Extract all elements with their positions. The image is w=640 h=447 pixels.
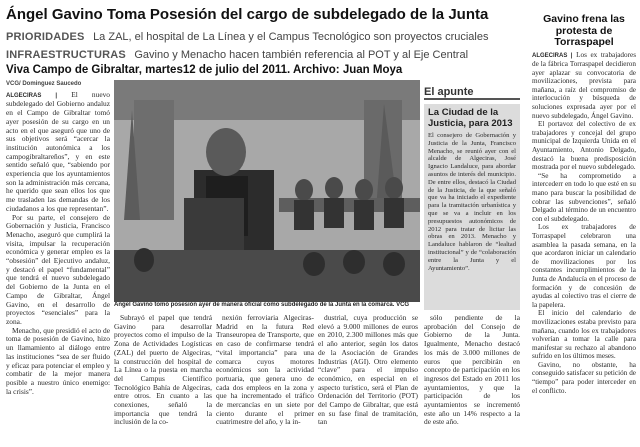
apunte-box [424,104,520,310]
article-column-2 [114,314,212,444]
kicker-text: La ZAL, el hospital de La Línea y el Campus Tecnológico son proyectos cruciales [93,31,489,43]
article-paragraph: Los ex trabajadores de Torraspapel celebraron una asamblea la pasada semana, en la que acordaron iniciar un calendario de movilizaciones por los constantes incumplimientos de la Junta de Andalucía en el proceso de formación y de concesión de ayudas al colectivo tras el cierre de la papelera. [532,223,636,309]
article-paragraph: Gavino, no obstante, ha conseguido satisfacer su petición de “tiempo” para poder interceder en el conflicto. [532,360,636,395]
podium-scene-image [114,80,420,302]
kicker-prioridades [6,28,516,44]
article-column-5 [424,314,520,444]
kicker-text: Gavino y Menacho hacen también referencia al POT y al Eje Central [134,49,469,61]
article-paragraph: El nuevo subdelegado del Gobierno andaluz en el Campo de Gibraltar tomó ayer posesión de su cargo en un acto en el que aseguró que uno de sus objetivos será “acercar la institución autonómica a los campogibraltareños”, y en este sentido señaló que, “sabiendo por experiencia que los ayuntamientos son la administración más cercana, he querido que sean ellos los que me trasladen las demandas de los ciudadanos a los que representan”. [6,89,110,213]
kicker-label: INFRAESTRUCTURAS [6,49,126,61]
article-column-1 [6,80,110,442]
article-paragraph: “Se ha comprometido a intercederr en todo lo que esté en su mano para buscar la posibilidad de cobrar las subvenciones”, señaló Delgado al término de un encuentro con el subdelegado. [532,171,636,223]
apunte-body: El consejero de Gobernación y Justicia de la Junta, Francisco Menacho, se reunió ayer con el alcalde de Algeciras, José Ignacio Landaluce, para abordar asuntos de interés del municipio. De entre ellos, destacó la Ciudad de la Justicia, de la que señaló que va ha iniciado el expediente para la tramitación urbanística y que se va a incluir en los presupuestos autonómicos de 2012 para tratar de licitar las obras en 2013. Menacho y Landaluce hablaron de “lealtad institucional” y de “colaboración entre la Junta y el Ayuntamiento”. [428,132,516,272]
article-column-3 [216,314,314,444]
sidebar-title: Gavino frena las protesta de Torraspapel [543,13,625,48]
byline: VCG/ Dominguez Saucedo [6,81,82,87]
article-photo [114,80,420,302]
article-paragraph: El inicio del calendario de movilizaciones estaba previsto para mañana, cuando los ex trabajadores volverían a tomar la calle para manifestar su rechazo al abandono sufrido en los últimos meses. [532,309,636,361]
apunte-section-label: El apunte [424,86,520,100]
apunte-title: La Ciudad de la Justicia, para 2013 [428,107,513,129]
article-paragraph: sólo pendiente de la aprobación del Consejo de Gobierno de la Junta. Igualmente, Menacho destacó los más de 3.000 millones de euros que percibirán en concepto de participación en los ingresos del Estado en 2011 los ayuntamientos, y que la participación de los ayuntamientos se incrementó este año un 14% respecto a la de este año. [424,314,520,427]
article-paragraph: El portavoz del colectivo de ex trabajadores y concejal del grupo municipal de Izquierda Unida en el Ayuntamiento, Antonio Delgado, destacó la buena predisposición mostrada por el nuevo subdelegado. [532,120,636,172]
sidebar-body [532,51,636,396]
article-paragraph: Por su parte, el consejero de Gobernación y Justicia, Francisco Menacho, aseguró que cumplirá la visita, impulsar la recuperación económica y generar empleo es la “obsesión” del Ejecutivo andaluz, y destacó el papel “fundamental” que tendrá el nuevo subdelegado del Gobierno de la Junta en el Campo de Gibraltar, Ángel Gavino, en el desarrollo de proyectos “esenciales” para la zona. [6,212,110,326]
article-column-4 [318,314,418,444]
headline: Ángel Gavino Toma Posesión del cargo de subdelegado de la Junta [6,6,489,23]
sidebar-article [526,0,640,447]
source-caption: Viva Campo de Gibraltar, martes12 de julio del 2011. Archivo: Juan Moya [6,64,403,76]
kicker-infraestructuras [6,46,516,62]
article-paragraph: dustrial, cuya producción se elevó a 9.000 millones de euros en 2010, 2.300 millones más que el año anterior, según los datos de la Asociación de Grandes Industrias (AGI). Otro elemento “clave” para el impulso económico, en especial en el aspecto turístico, será el Plan de Ordenación del Territorio (POT) del Campo de Gibraltar, que está en su fase final de tramitación, tan [318,314,418,427]
article-paragraph: nexión ferroviaria Algeciras-Madrid en la futura Red Transeuropea de Transporte, que en caso de confirmarse tendrá “vital importancia” para una comarca cuyos motores económicos son la actividad portuaria, que genera uno de cada dos empleos en la zona y que ha incrementado el tráfico de mercancías en un siete por ciento durante el primer cuatrimestre del año, y la in- [216,314,314,427]
article-paragraph: Subrayó el papel que tendrá Gavino para desarrollar proyectos como el impulso de la Zona de Actividades Logísticas (ZAL) del puerto de Algeciras, la construcción del hospital de La Línea o la puesta en marcha del Campus Científico Tecnológico Bahía de Algeciras, entre otros. En cuanto a las conexiones, señaló la importancia que tendrá la inclusión de la co- [114,314,212,427]
kicker-label: PRIORIDADES [6,31,85,43]
article-paragraph: Menacho, que presidió el acto de toma de posesión de Gavino, hizo un llamamiento al diálogo entre las instituciones “sea de ser fluido y eficaz para potenciar el empleo y combatir de la mejor manera posible a nuestro único enemigo: la crisis”. [6,325,110,396]
location-tag: ALGECIRAS | [532,52,573,59]
photo-caption: Ángel Gavino tomó posesión ayer de manera oficial como subdelegado de la Junta en la comarca. VCG [114,302,410,308]
location-tag: ALGECIRAS | [6,92,58,99]
article-paragraph: Los ex trabajadores de la fábrica Torraspapel decidieron ayer aplazar su convocatoria de movilizaciones, prevista para mañana, a raíz del compromiso de interlocución y búsqueda de soluciones expresada ayer por el nuevo subdelegado, Ángel Gavino. [532,50,637,120]
